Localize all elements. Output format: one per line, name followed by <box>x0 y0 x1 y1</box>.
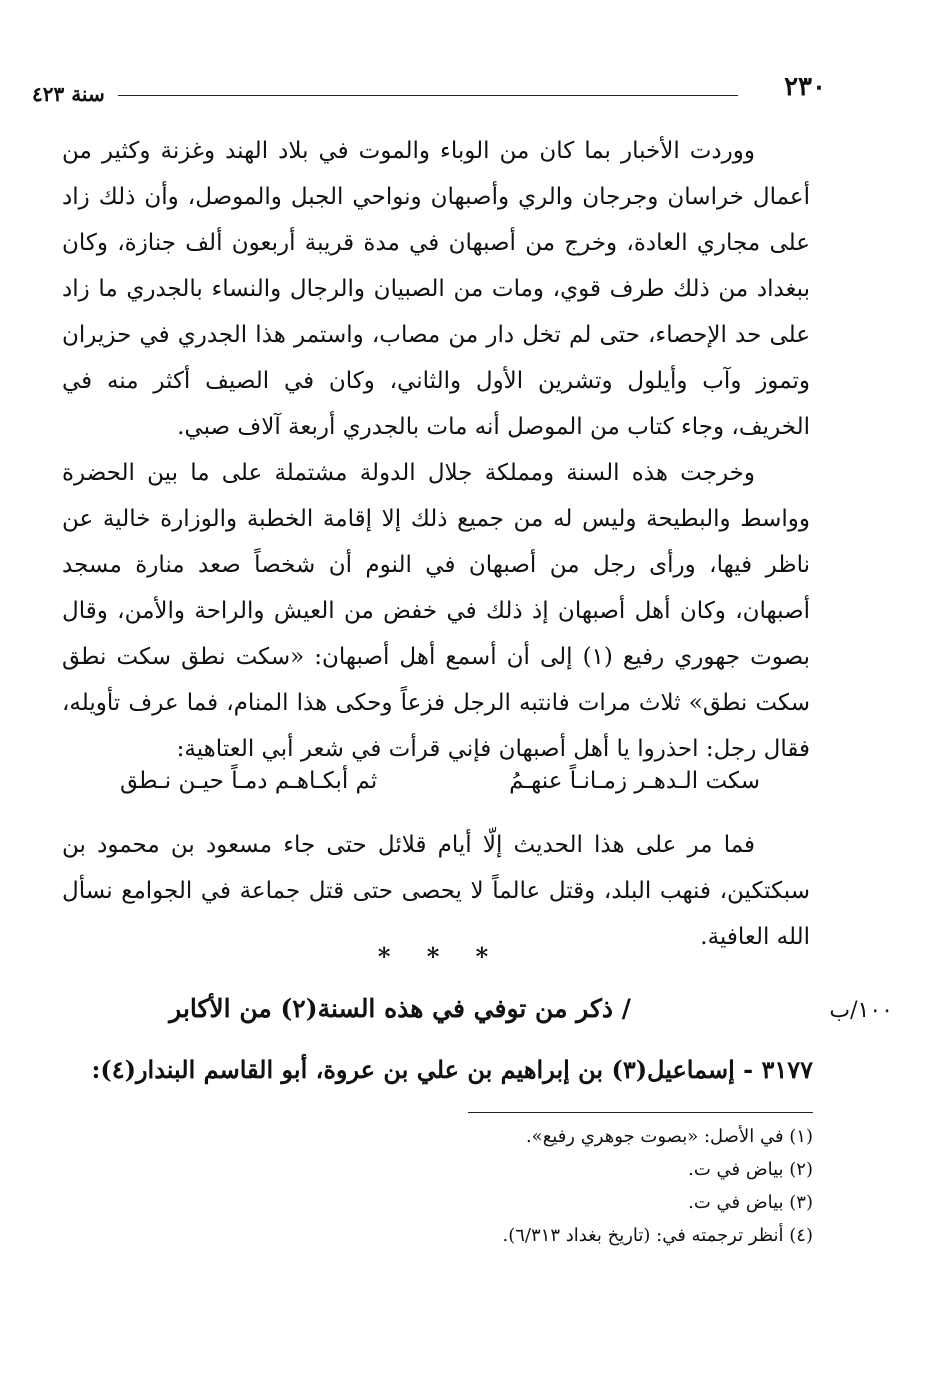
section-separator: * * * <box>377 942 503 971</box>
manuscript-folio-note: ١٠٠/ب <box>829 998 893 1023</box>
footnotes <box>503 1120 814 1252</box>
verse-hemistich-first: سكت الـدهـر زمـانـاً عنهـمُ <box>509 768 760 794</box>
paragraph-masud: فما مر على هذا الحديث إلّا أيام قلائل حتى جاء مسعود بن محمود بن سبكتكين، فنهب البلد، وقتل عالماً لا يحصى حتى قتل جماعة في الجوامع نسأل الله العافية. <box>62 832 810 950</box>
footnote-item: (١) في الأصل: «بصوت جوهري رفيع». <box>525 1126 813 1147</box>
closing-text <box>62 822 810 960</box>
running-head-year: سنة ٤٢٣ <box>32 82 105 106</box>
header-rule <box>118 95 738 96</box>
paragraph-isfahan-dream: وخرجت هذه السنة ومملكة جلال الدولة مشتملة على ما بين الحضرة وواسط والبطيحة وليس له من جميع ذلك إلا إقامة الخطبة والوزارة خالية عن ناظر فيها، ورأى رجل من أصبهان في النوم أن شخصاً صعد منارة مسجد أصبهان، وكان أهل أصبهان إذ ذلك في خفض من العيش والراحة والأمن، وقال بصوت جهوري رفيع (١) إلى أن أسمع أهل أصبهان: «سكت نطق سكت نطق سكت نطق» ثلاث مرات فانتبه الرجل فزعاً وحكى هذا المنام، فما عرف تأويله، فقال رجل: احذروا يا أهل أصبهان فإني قرأت في شعر أبي العتاهية: <box>62 460 810 762</box>
section-heading: / ذكر من توفي في هذه السنة(٢) من الأكابر <box>169 994 631 1023</box>
footnote-rule <box>468 1112 813 1113</box>
footnote-item: (٣) بياض في ت. <box>688 1192 813 1213</box>
biography-entry-heading: ٣١٧٧ - إسماعيل(٣) بن إبراهيم بن علي بن عروة، أبو القاسم البندار(٤): <box>91 1055 813 1084</box>
verse-hemistich-second: ثم أبكـاهـم دمـاً حيـن نـطق <box>120 768 378 794</box>
paragraph-epidemic: ووردت الأخبار بما كان من الوباء والموت في بلاد الهند وغزنة وكثير من أعمال خراسان وجرجان والري وأصبهان ونواحي الجبل والموصل، وأن ذلك زاد على مجاري العادة، وخرج من أصبهان في مدة قريبة أربعون ألف جنازة، وكان ببغداد من ذلك طرف قوي، ومات من الصبيان والرجال والنساء بالجدري ما زاد على حد الإحصاء، حتى لم تخل دار من مصاب، واستمر هذا الجدري في حزيران وتموز وآب وأيلول وتشرين الأول والثاني، وكان في الصيف أكثر منه في الخريف، وجاء كتاب من الموصل أنه مات بالجدري أربعة آلاف صبي. <box>62 138 810 440</box>
page-number: ٢٣٠ <box>784 72 826 102</box>
footnote-item: (٤) أنظر ترجمته في: (تاريخ بغداد ٦/٣١٣). <box>502 1225 813 1246</box>
main-text <box>62 128 810 772</box>
poem-verse <box>120 768 760 808</box>
footnote-item: (٢) بياض في ت. <box>688 1159 813 1180</box>
